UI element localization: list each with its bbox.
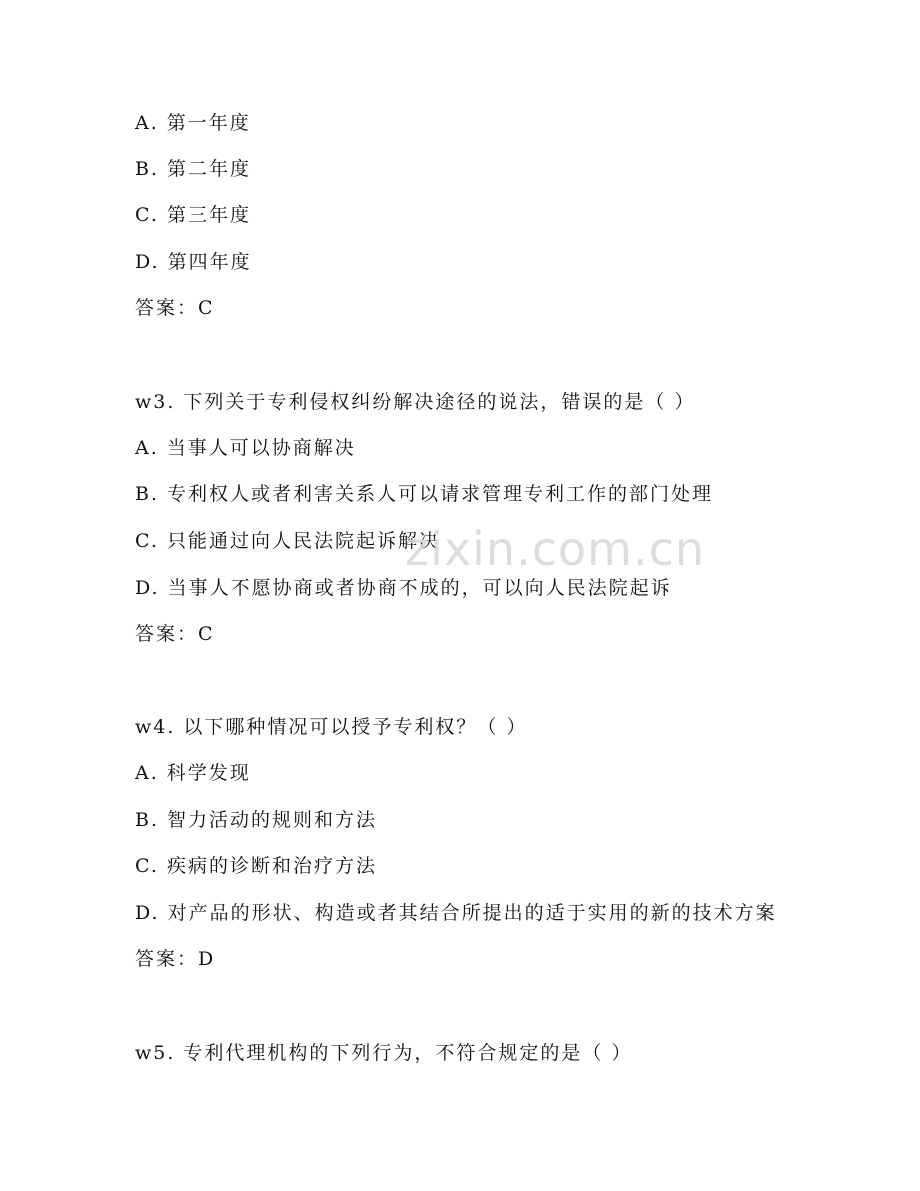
q4-option-c: C. 疾病的诊断和治疗方法 [135, 855, 377, 877]
q2-answer: 答案：C [135, 297, 215, 319]
q4-answer: 答案：D [135, 948, 216, 970]
q2-option-b: B. 第二年度 [135, 158, 252, 180]
watermark: zixin.com.cn [405, 522, 706, 576]
q3-question: w3. 下列关于专利侵权纠纷解决途径的说法，错误的是（ ） [135, 391, 696, 413]
q4-question: w4. 以下哪种情况可以授予专利权？（ ） [135, 716, 528, 738]
q3-option-d: D. 当事人不愿协商或者协商不成的，可以向人民法院起诉 [135, 577, 672, 599]
q5-question: w5. 专利代理机构的下列行为，不符合规定的是（ ） [135, 1042, 633, 1064]
q4-option-a: A. 科学发现 [135, 762, 251, 784]
q3-option-a: A. 当事人可以协商解决 [135, 437, 356, 459]
q3-option-c: C. 只能通过向人民法院起诉解决 [135, 530, 440, 552]
q2-option-c: C. 第三年度 [135, 204, 251, 226]
q2-option-d: D. 第四年度 [135, 251, 252, 273]
q4-option-b: B. 智力活动的规则和方法 [135, 809, 378, 831]
q3-option-b: B. 专利权人或者利害关系人可以请求管理专利工作的部门处理 [135, 483, 714, 505]
q3-answer: 答案：C [135, 623, 215, 645]
q2-option-a: A. 第一年度 [135, 112, 251, 134]
q4-option-d: D. 对产品的形状、构造或者其结合所提出的适于实用的新的技术方案 [135, 902, 777, 924]
